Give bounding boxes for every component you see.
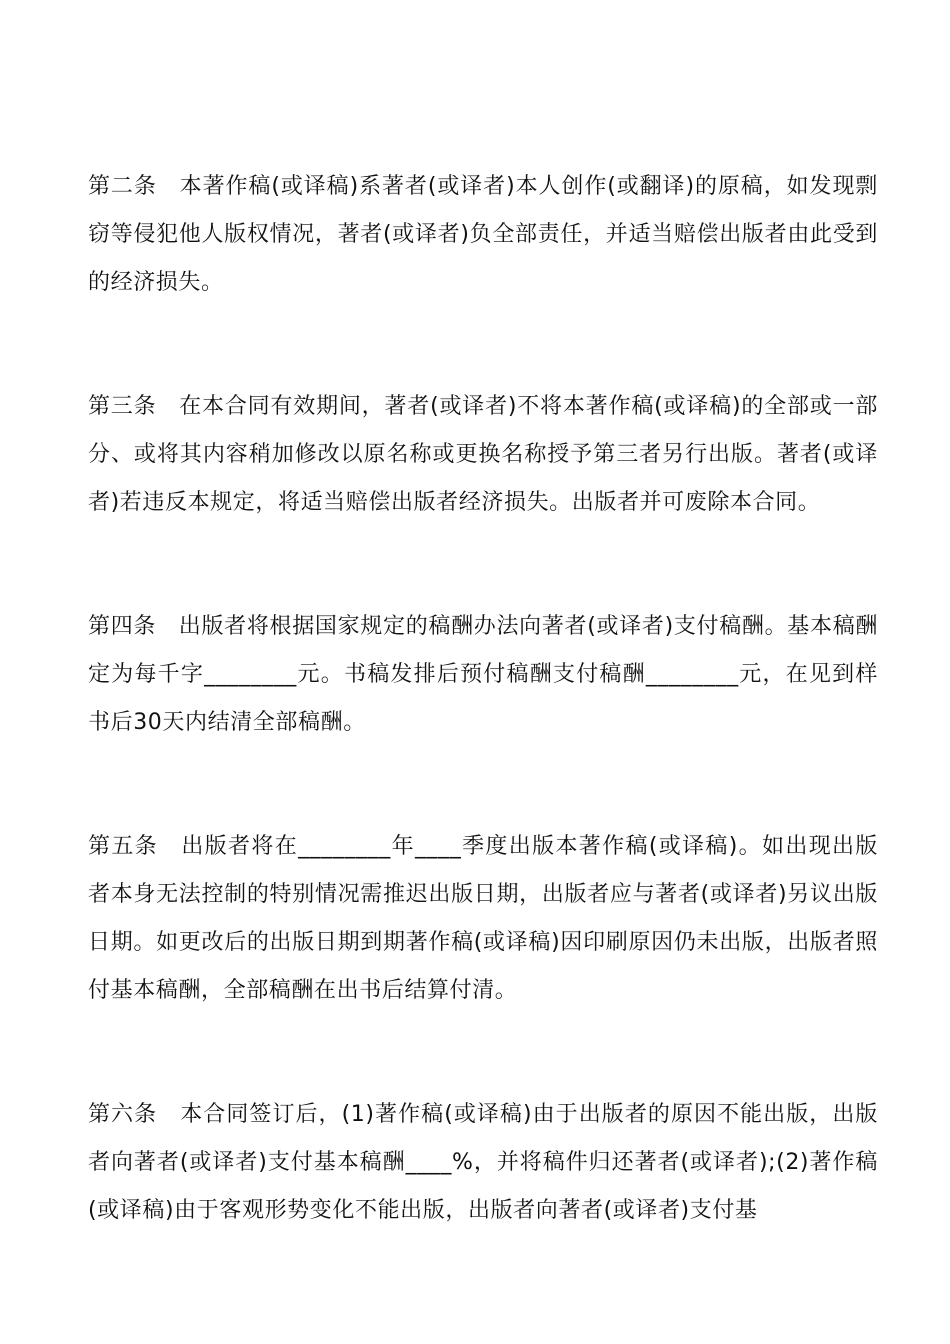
document-body — [88, 163, 878, 1311]
article-5-paragraph: 第五条 出版者将在________年____季度出版本著作稿(或译稿)。如出现出版者本身无法控制的特别情况需推迟出版日期，出版者应与著者(或译者)另议出版日期。如更改后的出版日期到期著作稿(或译稿)因印刷原因仍未出版，出版者照付基本稿酬，全部稿酬在出书后结算付清。 — [88, 834, 878, 1003]
article-2-paragraph: 第二条 本著作稿(或译稿)系著者(或译者)本人创作(或翻译)的原稿，如发现剽窃等侵犯他人版权情况，著者(或译者)负全部责任，并适当赔偿出版者由此受到的经济损失。 — [88, 174, 878, 295]
article-6-paragraph: 第六条 本合同签订后，(1)著作稿(或译稿)由于出版者的原因不能出版，出版者向著者(或译者)支付基本稿酬____%，并将稿件归还著者(或译者);(2)著作稿(或译稿)由于客观形势变化不能出版，出版者向著者(或译者)支付基 — [88, 1102, 878, 1223]
article-4-paragraph: 第四条 出版者将根据国家规定的稿酬办法向著者(或译者)支付稿酬。基本稿酬定为每千字________元。书稿发排后预付稿酬支付稿酬________元，在见到样书后30天内结清全部稿酬。 — [88, 614, 878, 735]
article-3-paragraph: 第三条 在本合同有效期间，著者(或译者)不将本著作稿(或译稿)的全部或一部分、或将其内容稍加修改以原名称或更换名称授予第三者另行出版。著者(或译者)若违反本规定，将适当赔偿出版者经济损失。出版者并可废除本合同。 — [88, 394, 878, 515]
